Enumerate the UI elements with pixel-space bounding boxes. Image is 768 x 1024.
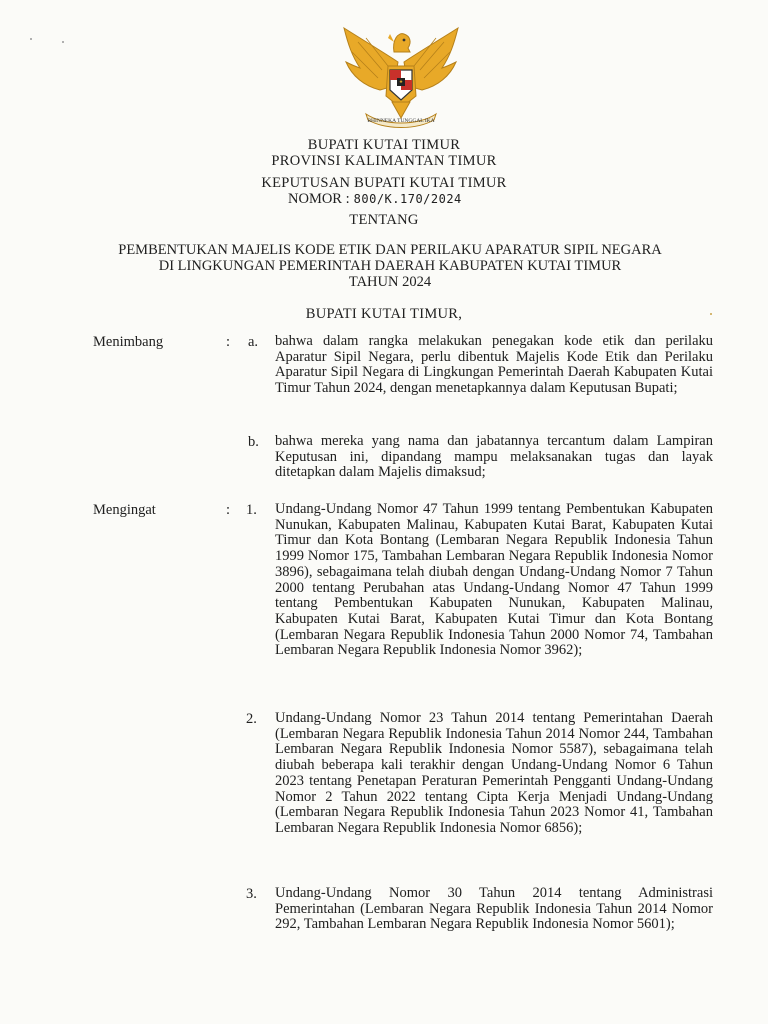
subject-line-1: PEMBENTUKAN MAJELIS KODE ETIK DAN PERILAKU APARATUR SIPIL NEGARA (118, 242, 662, 258)
mengingat-marker-1: 1. (246, 502, 257, 518)
garuda-emblem-icon (338, 22, 464, 132)
regent-title: BUPATI KUTAI TIMUR (307, 137, 461, 153)
decree-subject (70, 242, 710, 290)
menimbang-item-a: bahwa dalam rangka melakukan penegakan kode etik dan perilaku Aparatur Sipil Negara, perlu dibentuk Majelis Kode Etik dan Perilaku Aparatur Sipil Negara di Lingkungan Pemerintah Daerah Kabupaten Kutai Timur Tahun 2024, dengan menetapkannya dalam Keputusan Bupati; (275, 333, 713, 397)
subject-line-2: DI LINGKUNGAN PEMERINTAH DAERAH KABUPATEN KUTAI TIMUR (158, 258, 622, 274)
subject-line-3: TAHUN 2024 (348, 274, 432, 290)
menimbang-label: Menimbang (93, 334, 164, 350)
menimbang-marker-a: a. (248, 334, 259, 350)
mengingat-marker-3: 3. (246, 886, 257, 902)
scan-speck (62, 41, 64, 43)
menimbang-colon: : (226, 334, 231, 350)
scan-speck (710, 313, 712, 315)
issuer-title: BUPATI KUTAI TIMUR, (305, 306, 463, 322)
mengingat-label: Mengingat (93, 502, 156, 518)
mengingat-item-2: Undang-Undang Nomor 23 Tahun 2014 tentang Pemerintahan Daerah (Lembaran Negara Republik Indonesia Tahun 2014 Nomor 244, Tambahan Lembaran Negara Republik Indonesia Nomor 5587), sebagaimana telah diubah beberapa kali terakhir dengan Undang-Undang Nomor 6 Tahun 2023 tentang Penetapan Peraturan Pemerintah Pengganti Undang-Undang Nomor 2 Tahun 2022 tentang Cipta Kerja Menjadi Undang-Undang (Lembaran Negara Republik Indonesia Tahun 2023 Nomor 41, Tambahan Lembaran Negara Republik Indonesia Nomor 6856); (275, 710, 713, 836)
decree-number-value: 800/K.170/2024 (353, 192, 462, 206)
menimbang-item-b: bahwa mereka yang nama dan jabatannya tercantum dalam Lampiran Keputusan ini, dipandang mampu melaksanakan tugas dan layak ditetapkan dalam Majelis dimaksud; (275, 433, 713, 481)
tentang-heading: TENTANG (349, 212, 419, 228)
mengingat-item-1: Undang-Undang Nomor 47 Tahun 1999 tentang Pembentukan Kabupaten Nunukan, Kabupaten Malinau, Kabupaten Kutai Barat, Kabupaten Kutai Timur dan Kota Bontang (Lembaran Negara Republik Indonesia Tahun 1999 Nomor 175, Tambahan Lembaran Negara Republik Indonesia Nomor 3896), sebagaimana telah diubah dengan Undang-Undang Nomor 7 Tahun 2000 tentang Perubahan atas Undang-Undang Nomor 47 Tahun 1999 tentang Pembentukan Kabupaten Nunukan, Kabupaten Malinau, Kabupaten Kutai Barat, Kabupaten Kutai Timur dan Kota Bontang (Lembaran Negara Republik Indonesia Tahun 2000 Nomor 74, Tambahan Lembaran Negara Republik Indonesia Nomor 3962); (275, 501, 713, 659)
province-title: PROVINSI KALIMANTAN TIMUR (271, 153, 497, 169)
decree-number-label: NOMOR : (288, 191, 350, 207)
decree-number (288, 191, 462, 207)
emblem-motto: BHINNEKA TUNGGAL IKA (367, 118, 435, 124)
mengingat-item-3: Undang-Undang Nomor 30 Tahun 2014 tentang Administrasi Pemerintahan (Lembaran Negara Republik Indonesia Tahun 2014 Nomor 292, Tambahan Lembaran Negara Republik Indonesia Nomor 5601); (275, 885, 713, 933)
menimbang-marker-b: b. (248, 434, 259, 450)
decree-title: KEPUTUSAN BUPATI KUTAI TIMUR (261, 175, 507, 191)
mengingat-colon: : (226, 502, 231, 518)
mengingat-marker-2: 2. (246, 711, 257, 727)
scan-speck (30, 38, 32, 40)
